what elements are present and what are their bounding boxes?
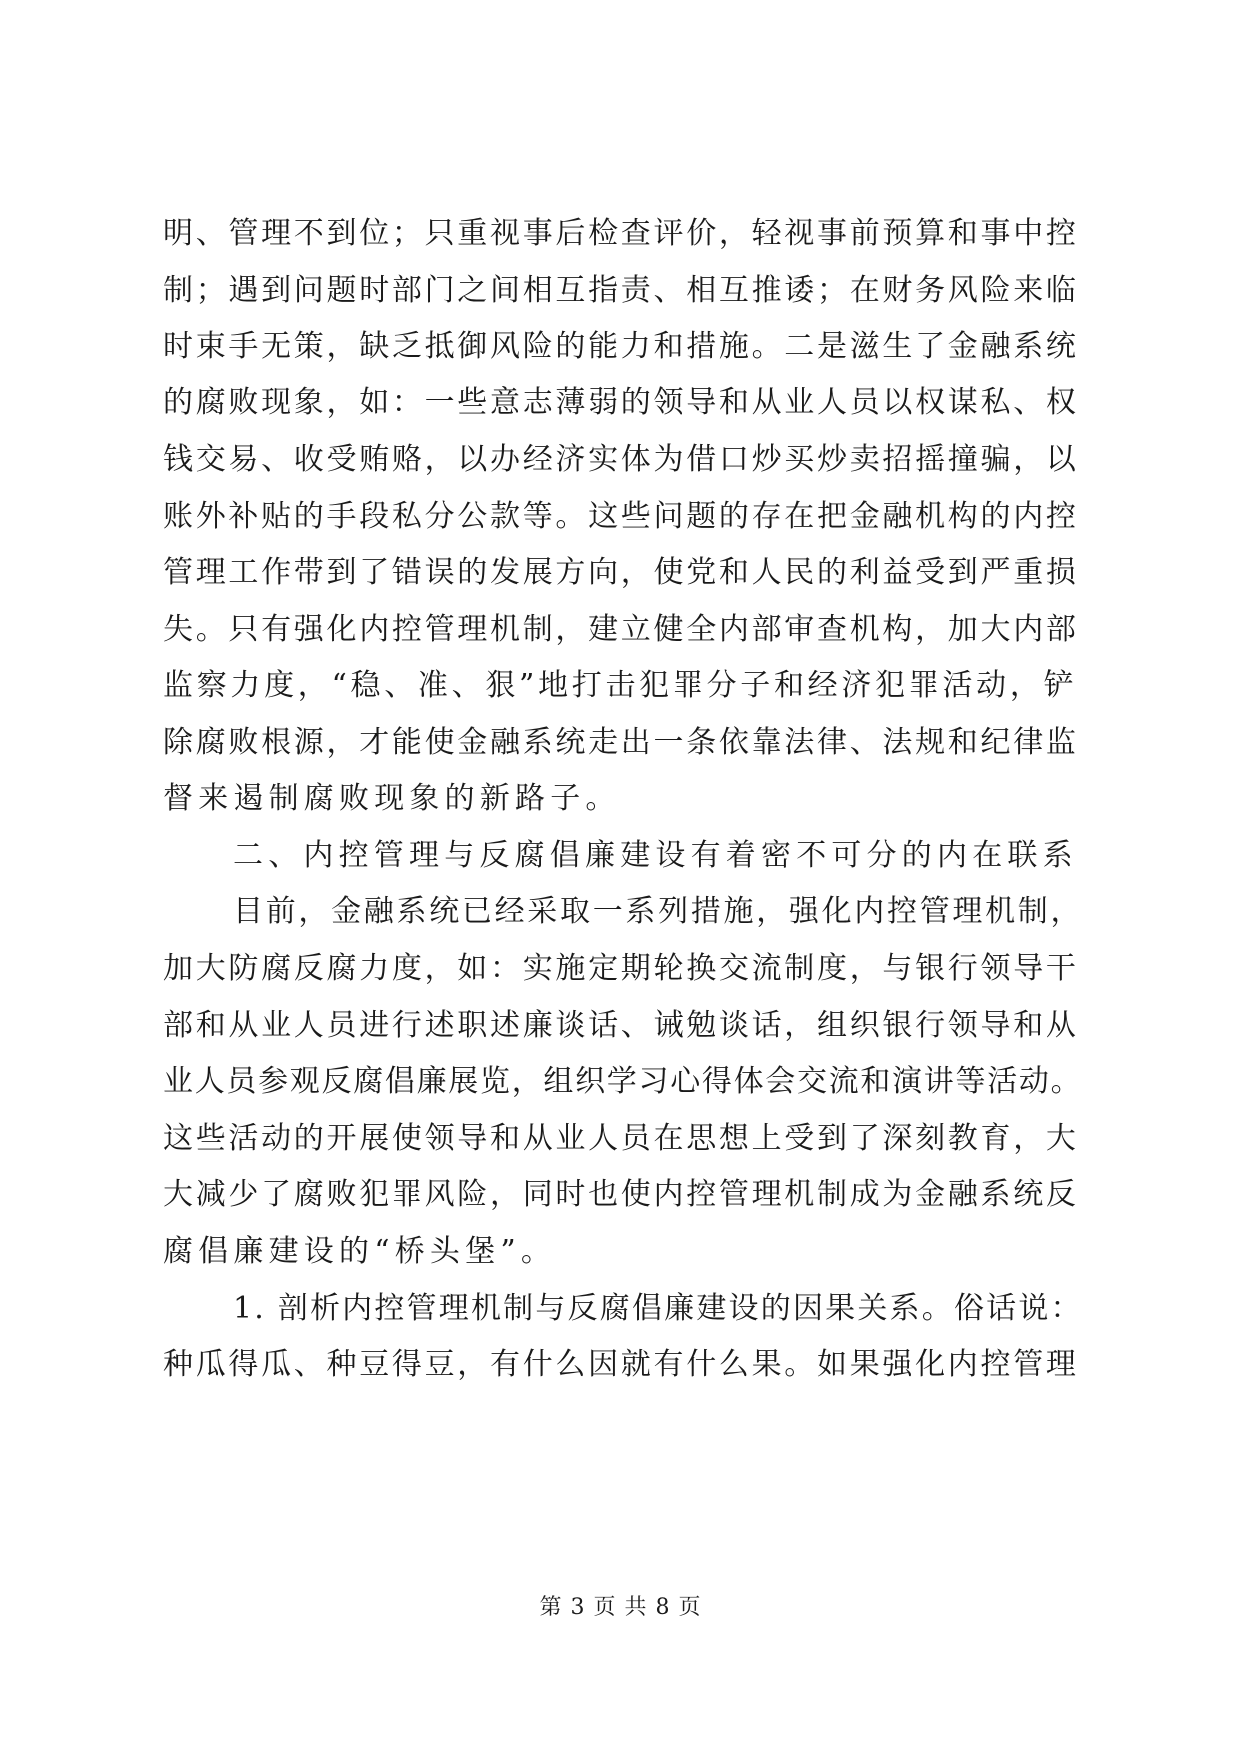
body-text-line: 明、管理不到位；只重视事后检查评价，轻视事前预算和事中控 xyxy=(163,216,1079,251)
page-footer: 第 3 页 共 8 页 xyxy=(539,1595,702,1620)
body-text-line: 督来遏制腐败现象的新路子。 xyxy=(163,781,621,816)
body-text-line: 失。只有强化内控管理机制，建立健全内部审查机构，加大内部 xyxy=(163,612,1079,647)
body-text-line: 时束手无策，缺乏抵御风险的能力和措施。二是滋生了金融系统 xyxy=(163,329,1079,364)
body-text-line: 除腐败根源，才能使金融系统走出一条依靠法律、法规和纪律监 xyxy=(163,725,1079,760)
body-text-line: 大减少了腐败犯罪风险，同时也使内控管理机制成为金融系统反 xyxy=(163,1177,1079,1212)
body-text-line: 监察力度，“稳、准、狠”地打击犯罪分子和经济犯罪活动，铲 xyxy=(163,668,1078,703)
body-text-line: 钱交易、收受贿赂，以办经济实体为借口炒买炒卖招摇撞骗，以 xyxy=(163,442,1079,477)
body-text-line: 制；遇到问题时部门之间相互指责、相互推诿；在财务风险来临 xyxy=(163,273,1079,308)
body-text-line: 种瓜得瓜、种豆得豆，有什么因就有什么果。如果强化内控管理 xyxy=(163,1347,1079,1382)
body-text-line: 部和从业人员进行述职述廉谈话、诫勉谈话，组织银行领导和从 xyxy=(163,1008,1079,1043)
section-heading: 二、内控管理与反腐倡廉建设有着密不可分的内在联系 xyxy=(233,838,1078,873)
body-text-line: 1. 剖析内控管理机制与反腐倡廉建设的因果关系。俗话说： xyxy=(233,1291,1083,1326)
body-text-line: 目前，金融系统已经采取一系列措施，强化内控管理机制， xyxy=(233,894,1084,929)
body-text-line: 腐倡廉建设的“桥头堡”。 xyxy=(163,1234,557,1269)
body-text-line: 加大防腐反腐力度，如：实施定期轮换交流制度，与银行领导干 xyxy=(163,951,1079,986)
body-text-line: 的腐败现象，如：一些意志薄弱的领导和从业人员以权谋私、权 xyxy=(163,385,1079,420)
body-text-line: 业人员参观反腐倡廉展览，组织学习心得体会交流和演讲等活动。 xyxy=(163,1064,1083,1099)
body-text-line: 这些活动的开展使领导和从业人员在思想上受到了深刻教育，大 xyxy=(163,1121,1079,1156)
body-text-line: 管理工作带到了错误的发展方向，使党和人民的利益受到严重损 xyxy=(163,555,1079,590)
body-text-line: 账外补贴的手段私分公款等。这些问题的存在把金融机构的内控 xyxy=(163,499,1079,534)
